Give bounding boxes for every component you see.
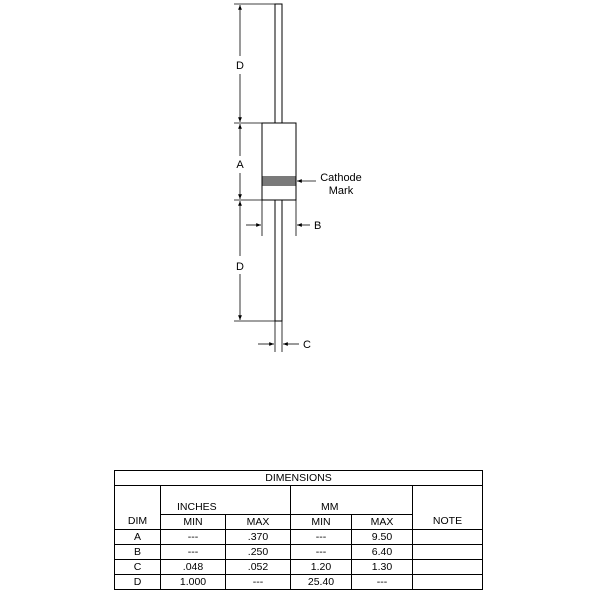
- inches-max-header: MAX: [226, 515, 291, 530]
- bottom-lead: [275, 200, 282, 321]
- note-header: NOTE: [413, 515, 483, 530]
- row-mm-min: 1.20: [291, 560, 352, 575]
- table-row: [115, 530, 483, 545]
- table-group-header-row: [115, 500, 483, 515]
- row-mm-min: ---: [291, 530, 352, 545]
- row-mm-min: 25.40: [291, 575, 352, 590]
- row-mm-max: 1.30: [352, 560, 413, 575]
- inches-header: INCHES: [161, 500, 291, 515]
- row-in-min: ---: [161, 545, 226, 560]
- table-title: DIMENSIONS: [115, 471, 483, 486]
- row-dim: B: [115, 545, 161, 560]
- row-mm-max: ---: [352, 575, 413, 590]
- row-in-min: ---: [161, 530, 226, 545]
- table-spacer-row: [115, 486, 483, 501]
- row-in-max: .052: [226, 560, 291, 575]
- mm-max-header: MAX: [352, 515, 413, 530]
- inches-min-header: MIN: [161, 515, 226, 530]
- row-in-max: ---: [226, 575, 291, 590]
- cathode-band: [263, 176, 296, 186]
- dim-header-blank: [115, 500, 161, 515]
- row-note: [413, 560, 483, 575]
- cathode-label-line1: Cathode: [320, 172, 362, 184]
- row-note: [413, 530, 483, 545]
- dim-header-spacer: [115, 486, 161, 501]
- table-row: [115, 575, 483, 590]
- dimensions-table: [114, 470, 483, 590]
- table-title-row: [115, 471, 483, 486]
- row-in-min: 1.000: [161, 575, 226, 590]
- row-dim: D: [115, 575, 161, 590]
- row-note: [413, 545, 483, 560]
- row-dim: C: [115, 560, 161, 575]
- dim-label-b: B: [314, 220, 322, 232]
- mm-spacer: [291, 486, 413, 501]
- cathode-label-line2: Mark: [328, 185, 354, 197]
- dim-header: DIM: [115, 515, 161, 530]
- row-in-max: .370: [226, 530, 291, 545]
- mm-min-header: MIN: [291, 515, 352, 530]
- row-mm-max: 6.40: [352, 545, 413, 560]
- dim-label-c: C: [303, 339, 311, 351]
- diode-body: [262, 123, 296, 200]
- note-header-spacer: [413, 486, 483, 501]
- inches-spacer: [161, 486, 291, 501]
- dim-label-d-top: D: [236, 60, 244, 72]
- dim-label-d-bottom: D: [236, 261, 244, 273]
- row-in-max: .250: [226, 545, 291, 560]
- row-mm-max: 9.50: [352, 530, 413, 545]
- table-row: [115, 560, 483, 575]
- row-note: [413, 575, 483, 590]
- row-mm-min: ---: [291, 545, 352, 560]
- mm-header: MM: [291, 500, 413, 515]
- top-lead: [275, 4, 282, 123]
- dim-label-a: A: [236, 159, 244, 171]
- table-column-header-row: [115, 515, 483, 530]
- row-dim: A: [115, 530, 161, 545]
- note-header-blank: [413, 500, 483, 515]
- table-row: [115, 545, 483, 560]
- row-in-min: .048: [161, 560, 226, 575]
